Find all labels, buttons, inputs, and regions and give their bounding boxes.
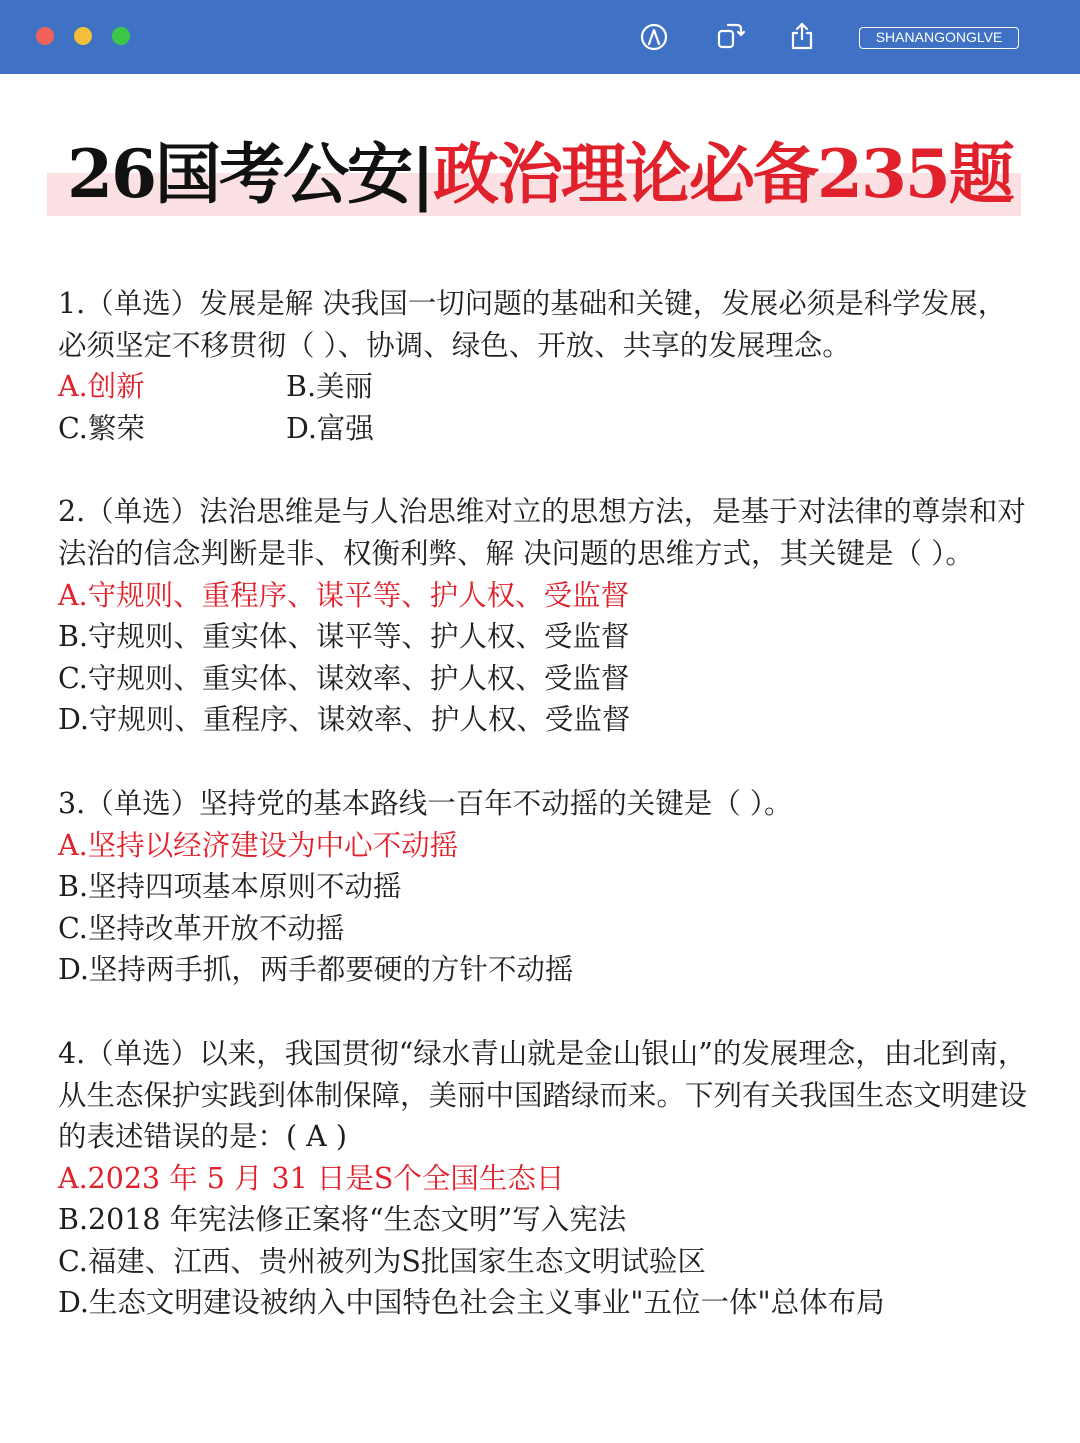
rotate-icon[interactable]	[714, 20, 746, 52]
option-b: B.美丽	[286, 370, 374, 404]
maximize-window-button[interactable]	[112, 27, 130, 45]
question-3	[58, 783, 1028, 991]
option-d: D.坚持两手抓，两手都要硬的方针不动摇	[58, 953, 574, 987]
question-text: 3.（单选）坚持党的基本路线一百年不动摇的关键是（ ）。	[58, 786, 793, 820]
question-1	[58, 283, 1028, 449]
option-c: C.坚持改革开放不动摇	[58, 911, 345, 945]
option-row	[58, 408, 1028, 450]
option-row	[58, 366, 1028, 408]
share-icon[interactable]	[786, 20, 818, 52]
option-a-correct: A.2023 年 5 月 31 日是S个全国生态日	[58, 1161, 565, 1195]
close-window-button[interactable]	[36, 27, 54, 45]
option-b: B.坚持四项基本原则不动摇	[58, 870, 402, 904]
question-list	[58, 283, 1028, 1366]
window-toolbar	[0, 0, 1080, 74]
title-part-black: 26国考公安|	[67, 135, 434, 213]
option-a-correct: A.坚持以经济建设为中心不动摇	[58, 828, 459, 862]
page-title	[0, 134, 1080, 214]
option-c: C.繁荣	[58, 411, 145, 445]
title-part-red: 政治理论必备235题	[433, 135, 1013, 213]
option-b: B.2018 年宪法修正案将“生态文明”写入宪法	[58, 1203, 627, 1237]
question-text: 1.（单选）发展是解 决我国一切问题的基础和关键，发展必须是科学发展，必须坚定不移贯彻（ ）、协调、绿色、开放、共享的发展理念。	[58, 287, 1007, 362]
question-text: 4.（单选）以来，我国贯彻“绿水青山就是金山银山”的发展理念，由北到南，从生态保护实践到体制保障，美丽中国踏绿而来。下列有关我国生态文明建设的表述错误的是：( A )	[58, 1036, 1028, 1154]
option-a-correct: A.创新	[58, 370, 145, 404]
compass-icon[interactable]	[638, 20, 670, 52]
option-d: D.富强	[286, 411, 374, 445]
option-a-correct: A.守规则、重程序、谋平等、护人权、受监督	[58, 578, 630, 612]
option-d: D.生态文明建设被纳入中国特色社会主义事业"五位一体"总体布局	[58, 1286, 885, 1320]
question-4	[58, 1033, 1028, 1324]
question-2	[58, 491, 1028, 741]
option-b: B.守规则、重实体、谋平等、护人权、受监督	[58, 620, 630, 654]
option-c: C.福建、江西、贵州被列为S批国家生态文明试验区	[58, 1244, 706, 1278]
question-text: 2.（单选）法治思维是与人治思维对立的思想方法，是基于对法律的尊崇和对法治的信念判断是非、权衡利弊、解 决问题的思维方式，其关键是（ ）。	[58, 495, 1026, 570]
option-d: D.守规则、重程序、谋效率、护人权、受监督	[58, 703, 631, 737]
option-c: C.守规则、重实体、谋效率、护人权、受监督	[58, 661, 630, 695]
brand-label-button[interactable]: SHANANGONGLVE	[859, 27, 1019, 49]
minimize-window-button[interactable]	[74, 27, 92, 45]
